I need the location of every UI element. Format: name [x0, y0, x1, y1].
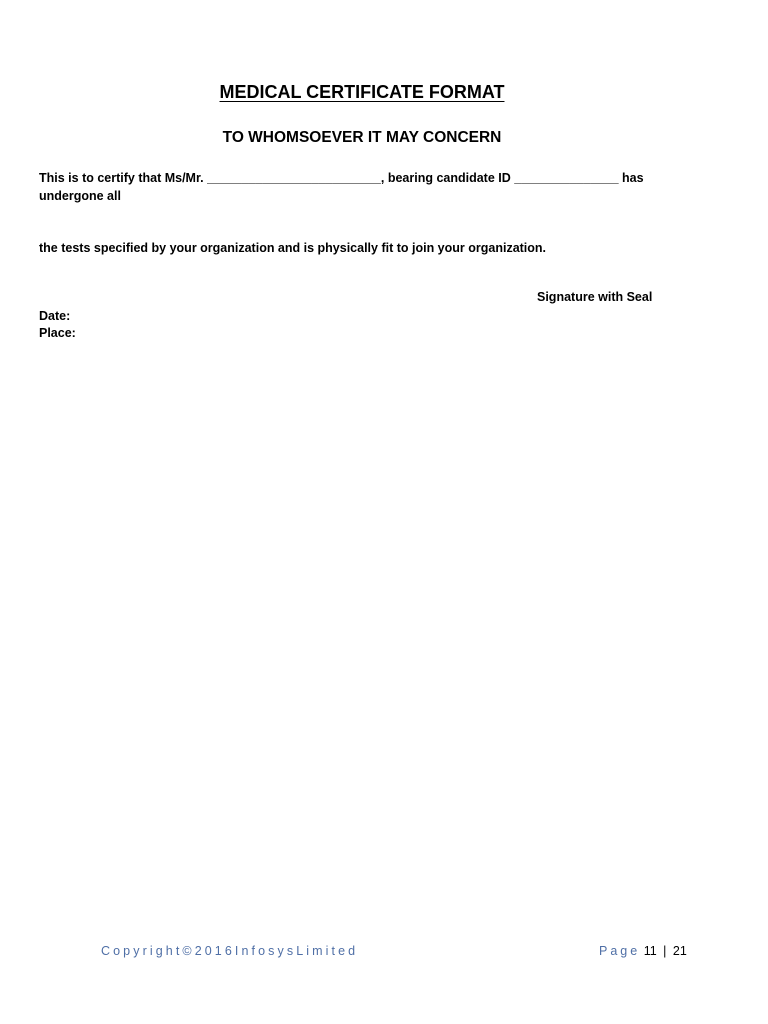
footer-copyright: Copyright©2016InfosysLimited — [101, 944, 359, 958]
signature-label: Signature with Seal — [537, 290, 653, 304]
document-subtitle: TO WHOMSOEVER IT MAY CONCERN — [222, 129, 502, 146]
fitness-paragraph: the tests specified by your organization and is physically fit to join your organization. — [39, 241, 547, 255]
page-label: Page — [599, 944, 641, 958]
page-total: 21 — [672, 944, 687, 958]
page-separator: | — [663, 944, 667, 958]
page-current: 11 — [643, 944, 657, 958]
certification-paragraph: This is to certify that Ms/Mr. _________________________, bearing candidate ID _______________ has undergone all — [39, 171, 644, 203]
place-label: Place: — [39, 326, 76, 340]
footer-page-number — [599, 944, 687, 958]
date-label: Date: — [39, 309, 71, 323]
document-title: MEDICAL CERTIFICATE FORMAT — [219, 82, 505, 102]
